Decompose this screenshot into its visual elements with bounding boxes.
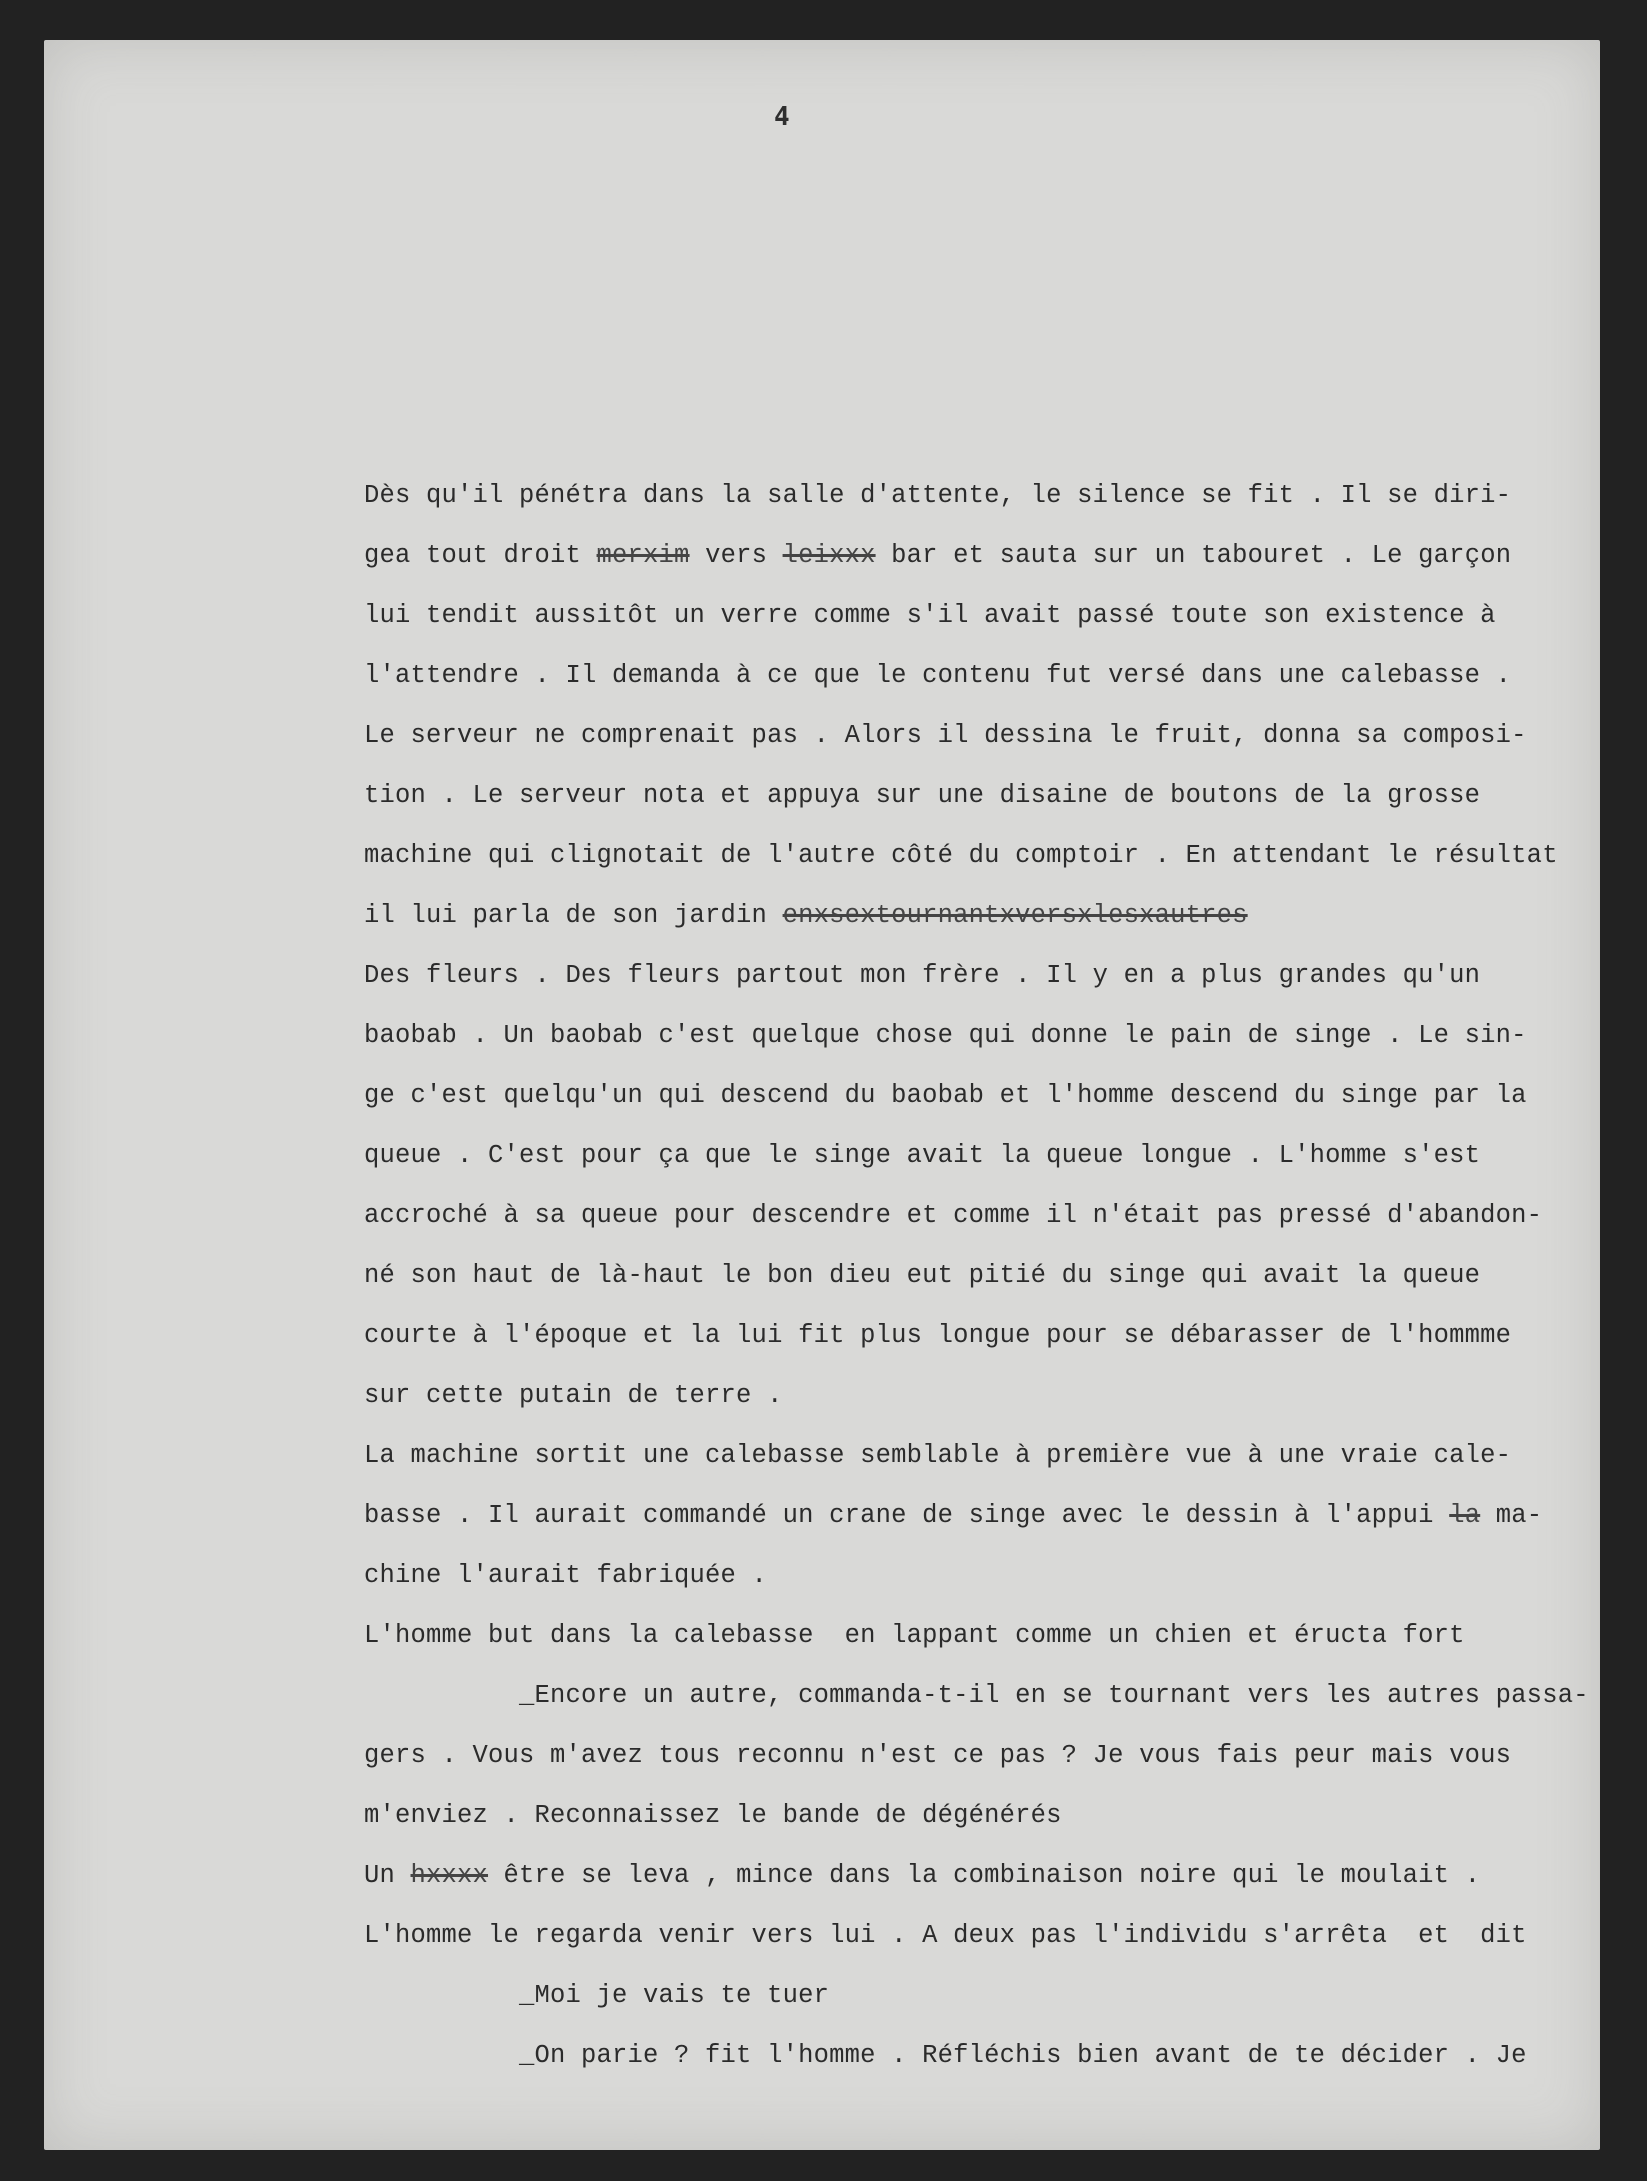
page-number: 4 [774,102,790,132]
struck-word: la [1449,1501,1481,1530]
struck-word: hxxxx [410,1861,489,1890]
text-line: lui tendit aussitôt un verre comme s'il avait passé toute son existence à [364,601,1496,630]
text-line: _On parie ? fit l'homme . Réfléchis bien avant de te décider . Je [364,2041,1527,2070]
text-line [364,1500,1542,1532]
text-line: Dès qu'il pénétra dans la salle d'attente, le silence se fit . Il se diri- [364,481,1512,510]
text-segment: Un [364,1861,411,1890]
text-segment: être se leva , mince dans la combinaison noire qui le moulait . [488,1861,1481,1890]
text-line: queue . C'est pour ça que le singe avait la queue longue . L'homme s'est [364,1141,1481,1170]
text-line: né son haut de là-haut le bon dieu eut pitié du singe qui avait la queue [364,1261,1481,1290]
text-line: L'homme but dans la calebasse en lappant comme un chien et éructa fort [364,1621,1465,1650]
text-segment: ma- [1480,1501,1543,1530]
text-line [364,1860,1480,1892]
text-line [364,540,1511,572]
text-line: Des fleurs . Des fleurs partout mon frère . Il y en a plus grandes qu'un [364,961,1481,990]
text-line: tion . Le serveur nota et appuya sur une disaine de boutons de la grosse [364,781,1481,810]
text-line: machine qui clignotait de l'autre côté du comptoir . En attendant le résultat [364,841,1558,870]
text-line: chine l'aurait fabriquée . [364,1561,768,1590]
text-line: baobab . Un baobab c'est quelque chose qui donne le pain de singe . Le sin- [364,1021,1527,1050]
text-line: _Moi je vais te tuer [364,1981,830,2010]
text-line: L'homme le regarda venir vers lui . A deux pas l'individu s'arrêta et dit [364,1921,1527,1950]
struck-word: merxim [596,541,690,570]
text-line: La machine sortit une calebasse semblable à première vue à une vraie cale- [364,1441,1512,1470]
struck-phrase: enxsextournantxversxlesxautres [782,901,1248,930]
text-segment: bar et sauta sur un tabouret . Le garçon [875,541,1512,570]
text-line: _Encore un autre, commanda-t-il en se tournant vers les autres passa- [364,1681,1589,1710]
text-line: m'enviez . Reconnaissez le bande de dégénérés [364,1801,1062,1830]
text-segment: basse . Il aurait commandé un crane de singe avec le dessin à l'appui [364,1501,1450,1530]
text-line [364,900,1248,932]
text-line: gers . Vous m'avez tous reconnu n'est ce pas ? Je vous fais peur mais vous [364,1741,1512,1770]
text-line: ge c'est quelqu'un qui descend du baobab et l'homme descend du singe par la [364,1081,1527,1110]
text-segment: vers [689,541,783,570]
typewritten-page [44,40,1600,2150]
text-line: Le serveur ne comprenait pas . Alors il dessina le fruit, donna sa composi- [364,721,1527,750]
text-segment: gea tout droit [364,541,597,570]
text-line: courte à l'époque et la lui fit plus longue pour se débarasser de l'hommme [364,1321,1512,1350]
struck-word: leixxx [782,541,876,570]
text-line: accroché à sa queue pour descendre et comme il n'était pas pressé d'abandon- [364,1201,1543,1230]
text-line: l'attendre . Il demanda à ce que le contenu fut versé dans une calebasse . [364,661,1512,690]
text-line: sur cette putain de terre . [364,1381,783,1410]
text-segment: il lui parla de son jardin [364,901,783,930]
